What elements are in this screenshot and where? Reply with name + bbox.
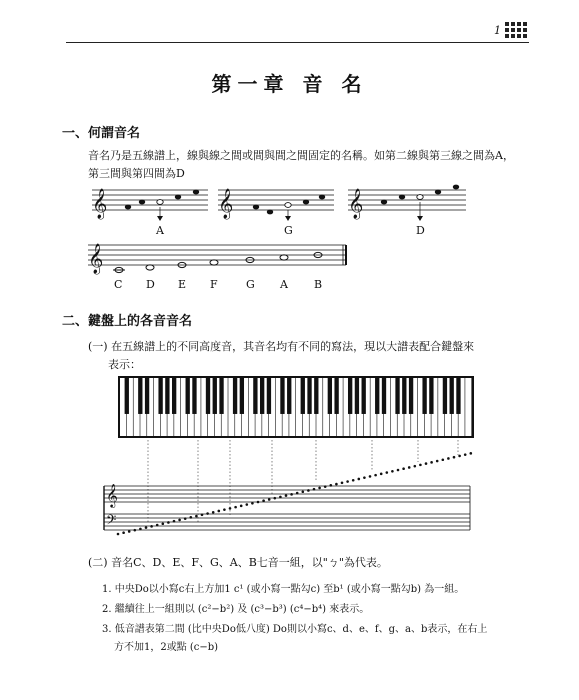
section1-text-line2: 第三間與第四間為D: [88, 167, 185, 180]
scale-note: [246, 503, 249, 506]
treble-clef-icon: 𝄞: [92, 189, 108, 219]
scale-note: [369, 475, 372, 478]
page-number: 1: [494, 24, 501, 37]
note-1: 1. 中央Do以小寫c右上方加1 c¹ (或小寫一點勾c) 至b¹ (或小寫一點勾b) 為一組。: [102, 584, 465, 595]
scale-note: [464, 453, 467, 456]
scale-label-g: G: [246, 278, 255, 291]
note-4: 方不加1，2或點 (c−b): [114, 642, 219, 653]
scale-note: [318, 487, 321, 490]
scale-note: [223, 508, 226, 511]
scale-note: [134, 529, 137, 532]
scale-note: [262, 499, 265, 502]
scale-note: [240, 505, 243, 508]
item2-text: (二) 音名C、D、E、F、G、A、B七音一組，以"ㄅ"為代表。: [88, 556, 388, 569]
scale-note: [184, 517, 187, 520]
scale-note: [212, 511, 215, 514]
scale-note: [430, 461, 433, 464]
treble-clef-icon: 𝄞: [106, 483, 118, 507]
scale-label-b: B: [314, 278, 323, 291]
scale-label-f: F: [210, 278, 218, 291]
scale-note: [470, 452, 473, 455]
bass-clef-icon: 𝄢: [106, 512, 117, 531]
scale-note: [234, 506, 237, 509]
scale-note: [453, 456, 456, 459]
scale-note: [206, 512, 209, 515]
scale-note: [414, 465, 417, 468]
scale-note: [195, 515, 198, 518]
scale-note: [402, 467, 405, 470]
scale-note: [335, 483, 338, 486]
scale-note: [251, 502, 254, 505]
scale-note: [285, 494, 288, 497]
scale-note: [178, 519, 181, 522]
scale-note: [257, 501, 260, 504]
scale-note: [341, 482, 344, 485]
scale-label-e: E: [178, 278, 187, 291]
scale-note: [190, 516, 193, 519]
scale-note: [117, 533, 120, 536]
scale-label-d: D: [146, 278, 155, 291]
scale-note: [156, 524, 159, 527]
scale-note: [128, 530, 131, 533]
scale-note: [139, 528, 142, 531]
scale-note: [290, 493, 293, 496]
scale-note: [352, 479, 355, 482]
label-d: D: [416, 224, 425, 237]
treble-clef-icon: 𝄞: [348, 189, 364, 219]
scale-label-a: A: [280, 278, 288, 291]
section1-heading: 一、何謂音名: [62, 126, 141, 141]
scale-note: [447, 457, 450, 460]
scale-note: [162, 522, 165, 525]
scale-note: [268, 498, 271, 501]
note-3: 3. 低音譜表第二間 (比中央Do低八度) Do則以小寫c、d、e、f、g、a、b表示，在右上: [102, 624, 488, 635]
chapter-title: 第一章 音 名: [211, 72, 368, 96]
scale-note: [442, 458, 445, 461]
scale-note: [363, 476, 366, 479]
scale-note: [408, 466, 411, 469]
scale-note: [218, 510, 221, 513]
scale-note: [302, 490, 305, 493]
scale-note: [346, 480, 349, 483]
scale-note: [436, 460, 439, 463]
scale-note: [397, 469, 400, 472]
scale-note: [419, 464, 422, 467]
section2-heading: 二、鍵盤上的各音音名: [62, 314, 193, 329]
treble-clef-icon: 𝄞: [88, 244, 104, 274]
scale-note: [296, 492, 299, 495]
scale-note: [374, 474, 377, 477]
scale-note: [167, 521, 170, 524]
scale-note: [307, 489, 310, 492]
note-2: 2. 繼續往上一組則以 (c²−b²) 及 (c³−b³) (c⁴−b⁴) 來表示。: [102, 604, 370, 615]
section1-text-line1: 音名乃是五線譜上，線與線之間或間與間之間固定的名稱。如第二線與第三線之間為A，: [88, 149, 514, 162]
scale-note: [279, 496, 282, 499]
scale-note: [386, 471, 389, 474]
scale-note: [229, 507, 232, 510]
scale-note: [425, 462, 428, 465]
scale-note: [201, 514, 204, 517]
scale-note: [150, 525, 153, 528]
item1-line2: 表示：: [108, 358, 141, 371]
treble-clef-icon: 𝄞: [218, 189, 234, 219]
scale-note: [173, 520, 176, 523]
scale-note: [330, 484, 333, 487]
scale-note: [391, 470, 394, 473]
scale-note: [122, 531, 125, 534]
scale-note: [358, 478, 361, 481]
scale-note: [458, 455, 461, 458]
scale-note: [324, 485, 327, 488]
label-g: G: [284, 224, 293, 237]
scale-note: [313, 488, 316, 491]
scale-note: [380, 473, 383, 476]
scale-label-c: C: [114, 278, 123, 291]
scale-note: [274, 497, 277, 500]
label-a: A: [156, 224, 164, 237]
scale-note: [145, 526, 148, 529]
item1-line1: (一) 在五線譜上的不同高度音，其音名均有不同的寫法，現以大譜表配合鍵盤來: [88, 340, 475, 353]
